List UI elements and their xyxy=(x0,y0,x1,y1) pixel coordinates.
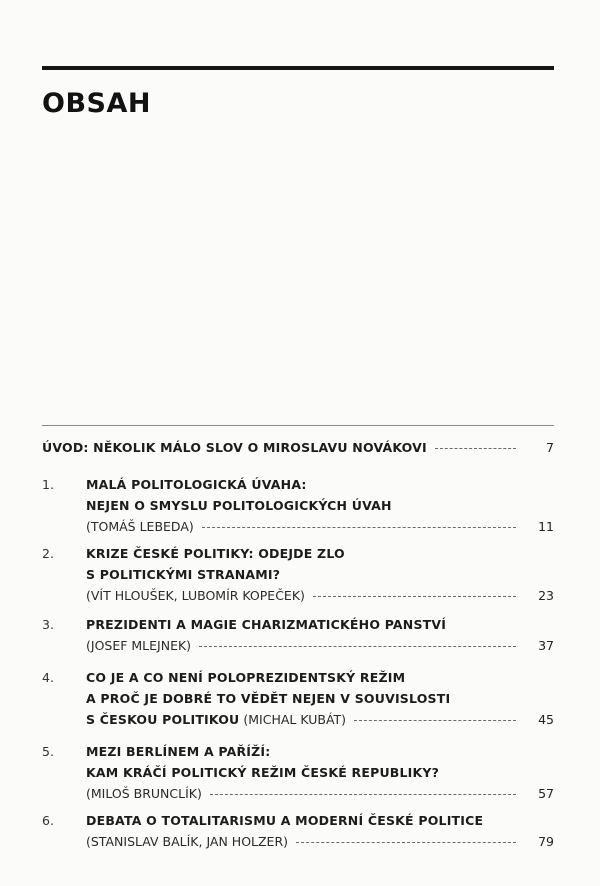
page-number: 79 xyxy=(538,834,554,849)
toc-entry-chapter-6[interactable] xyxy=(42,810,554,852)
page-number: 45 xyxy=(538,712,554,727)
toc-entry-chapter-4[interactable] xyxy=(42,667,554,730)
chapter-number: 5. xyxy=(42,744,54,759)
chapter-number: 3. xyxy=(42,617,54,632)
leader-dots xyxy=(354,720,516,721)
chapter-title-line: S POLITICKÝMI STRANAMI? xyxy=(86,567,281,582)
chapter-title-line: PREZIDENTI A MAGIE CHARIZMATICKÉHO PANSTVÍ xyxy=(86,617,447,632)
toc-entry-intro[interactable] xyxy=(42,437,554,458)
page-number: 7 xyxy=(546,440,554,455)
chapter-title-line: S ČESKOU POLITIKOU xyxy=(86,712,240,727)
chapter-authors: (MICHAL KUBÁT) xyxy=(243,712,347,727)
page-title: OBSAH xyxy=(42,88,151,119)
chapter-title-line: MALÁ POLITOLOGICKÁ ÚVAHA: xyxy=(86,477,307,492)
chapter-number: 2. xyxy=(42,546,54,561)
toc-entry-chapter-5[interactable] xyxy=(42,741,554,804)
toc-entry-title: ÚVOD: NĚKOLIK MÁLO SLOV O MIROSLAVU NOVÁKOVI xyxy=(42,440,427,455)
leader-dots xyxy=(202,527,516,528)
page-number: 11 xyxy=(538,519,554,534)
toc-entry-chapter-2[interactable] xyxy=(42,543,554,606)
page-number: 37 xyxy=(538,638,554,653)
chapter-title-line: CO JE A CO NENÍ POLOPREZIDENTSKÝ REŽIM xyxy=(86,670,406,685)
chapter-authors: (MILOŠ BRUNCLÍK) xyxy=(86,786,202,801)
leader-dots xyxy=(199,646,516,647)
leader-dots xyxy=(435,448,516,449)
chapter-authors: (JOSEF MLEJNEK) xyxy=(86,638,192,653)
chapter-authors: (TOMÁŠ LEBEDA) xyxy=(86,519,194,534)
chapter-number: 4. xyxy=(42,670,54,685)
chapter-number: 1. xyxy=(42,477,54,492)
chapter-title-line: NEJEN O SMYSLU POLITOLOGICKÝCH ÚVAH xyxy=(86,498,392,513)
leader-dots xyxy=(210,794,516,795)
leader-dots xyxy=(313,596,516,597)
chapter-authors: (VÍT HLOUŠEK, LUBOMÍR KOPEČEK) xyxy=(86,588,305,603)
page-number: 57 xyxy=(538,786,554,801)
chapter-title-line: A PROČ JE DOBRÉ TO VĚDĚT NEJEN V SOUVISLOSTI xyxy=(86,691,451,706)
chapter-title-line: KAM KRÁČÍ POLITICKÝ REŽIM ČESKÉ REPUBLIKY? xyxy=(86,765,440,780)
chapter-title-line: MEZI BERLÍNEM A PAŘÍŽÍ: xyxy=(86,744,271,759)
chapter-number: 6. xyxy=(42,813,54,828)
chapter-title-line: KRIZE ČESKÉ POLITIKY: ODEJDE ZLO xyxy=(86,546,345,561)
chapter-authors: (STANISLAV BALÍK, JAN HOLZER) xyxy=(86,834,289,849)
page-number: 23 xyxy=(538,588,554,603)
chapter-title-line: DEBATA O TOTALITARISMU A MODERNÍ ČESKÉ POLITICE xyxy=(86,813,484,828)
leader-dots xyxy=(296,842,516,843)
toc-entry-chapter-3[interactable] xyxy=(42,614,554,656)
toc-entry-chapter-1[interactable] xyxy=(42,474,554,537)
